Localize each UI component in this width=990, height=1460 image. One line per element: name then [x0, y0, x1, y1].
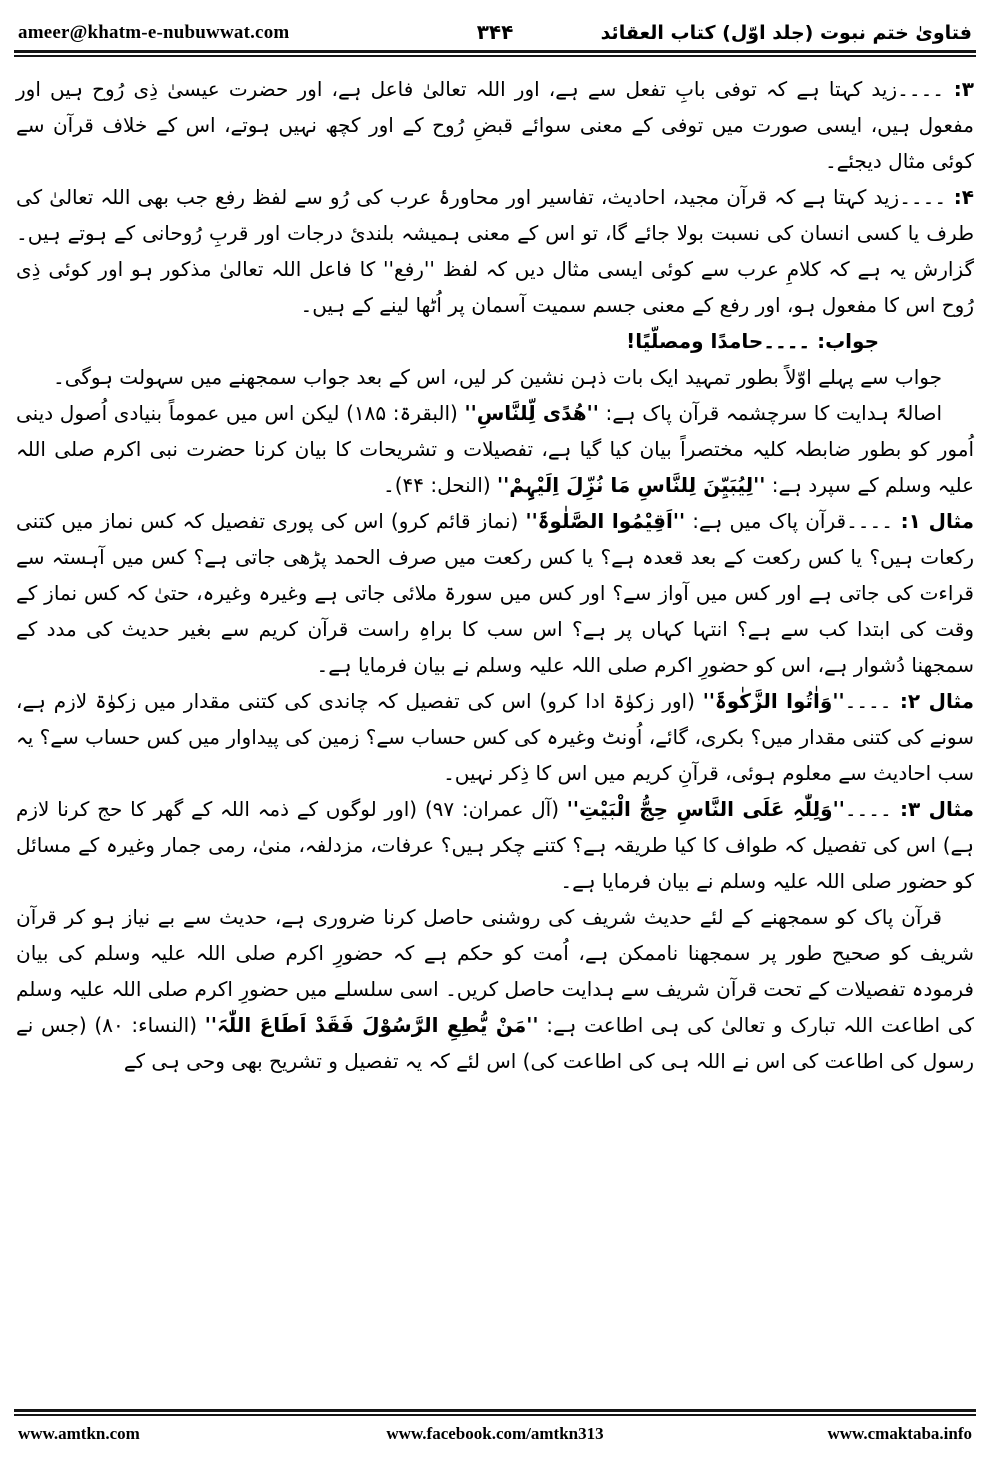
header-email: ameer@khatm-e-nubuwwat.com: [18, 22, 290, 43]
text-run: مثال ۲:: [891, 689, 974, 713]
example-3-paragraph: [16, 791, 974, 899]
text-run: ۳:: [944, 77, 974, 101]
footer-divider: [14, 1409, 976, 1416]
text-run: ''اَقِیْمُوا الصَّلٰوۃَ'': [525, 509, 686, 533]
footer-left-url: www.amtkn.com: [18, 1424, 140, 1443]
text-run: مثال ۳:: [891, 797, 974, 821]
text-run: ۔۔۔۔قرآن پاک میں ہے:: [685, 509, 893, 533]
text-run: جواب سے پہلے اوّلاً بطور تمہید ایک بات ذہن نشین کر لیں، اس کے بعد جواب سمجھنے میں سہولت ہوگی۔: [52, 365, 942, 389]
text-run: (البقرۃ: ۱۸۵) لیکن اس میں عموماً بنیادی اُصول دینی اُمور کو بطور ضابطہ کلیہ مختصراً بیان کیا گیا ہے، تفصیلات و تشریحات کا بیان کرنا حضرت نبی اکرم صلی اللہ علیہ وسلم کے سپرد ہے:: [16, 401, 974, 497]
answer-preface-paragraph: [16, 359, 974, 395]
example-1-paragraph: [16, 503, 974, 683]
document-body: [14, 57, 976, 1409]
text-run: ''ھُدًی لِّلنَّاسِ'': [464, 401, 599, 425]
answer-heading: [16, 323, 974, 359]
text-run: (النحل: ۴۴)۔: [382, 473, 497, 497]
text-run: (النساء: ۸۰) (جس نے رسول کی اطاعت کی اس نے اللہ ہی کی اطاعت کی) اس لئے کہ یہ تفصیل و تشریح بھی وحی ہی کے: [16, 1013, 974, 1073]
text-run: قرآن پاک کو سمجھنے کے لئے حدیث شریف کی روشنی حاصل کرنا ضروری ہے، حدیث سے بے نیاز ہو کر قرآن شریف کو صحیح طور پر سمجھنا ناممکن ہے، اُمت کو حکم ہے کہ حضورِ اکرم صلی اللہ علیہ وسلم کی بیان فرمودہ تفصیلات کے تحت قرآن شریف سے ہدایت حاصل کریں۔ اسی سلسلے میں حضورِ اکرم صلی اللہ علیہ وسلم کی اطاعت اللہ تبارک و تعالیٰ کی ہی اطاعت ہے:: [16, 905, 975, 1037]
text-run: ''وَاٰتُوا الزَّکٰوۃَ'': [702, 689, 845, 713]
text-run: ۔۔۔۔زید کہتا ہے کہ توفی بابِ تفعل سے ہے، اور اللہ تعالیٰ فاعل ہے، اور حضرت عیسیٰ ذِی رُوح ہیں اور مفعول ہیں، ایسی صورت میں توفی کے معنی سوائے قبضِ رُوح کے اور کچھ نہیں ہوتے، اس کے خلاف قرآن سے کوئی مثال دیجئے۔: [16, 77, 974, 173]
text-run: ۴:: [946, 185, 974, 209]
question-4-paragraph: [16, 179, 974, 323]
page-number: ۳۴۴: [476, 20, 514, 44]
text-run: ۔۔۔۔: [844, 689, 892, 713]
text-run: اصالۃً ہدایت کا سرچشمہ قرآن پاک ہے:: [598, 401, 942, 425]
page-footer: [14, 1416, 976, 1460]
page-header: [14, 0, 976, 50]
footer-center-url: www.facebook.com/amtkn313: [386, 1424, 604, 1443]
text-run: جواب: ۔۔۔۔حامدًا ومصلّیًا!: [626, 329, 879, 353]
text-run: (آل عمران: ۹۷) (اور لوگوں کے ذمہ اللہ کے گھر کا حج کرنا لازم ہے) اس کی تفصیل کہ طواف کا کیا طریقہ ہے؟ کتنے چکر ہیں؟ عرفات، مزدلفہ، منیٰ، رمی جمار وغیرہ کے مسائل کو حضور صلی اللہ علیہ وسلم نے بیان فرمایا ہے۔: [16, 797, 974, 893]
footer-right-url: www.cmaktaba.info: [827, 1424, 972, 1443]
text-run: (نماز قائم کرو) اس کی پوری تفصیل کہ کس نماز میں کتنی رکعات ہیں؟ یا کس رکعت کے بعد قعدہ ہے؟ یا کس رکعت میں صرف الحمد پڑھی جاتی ہے؟ کس میں آہستہ سے قراءت کی جاتی ہے اور کس میں آواز سے؟ اور کس میں سورۃ ملائی جاتی ہے وغیرہ وغیرہ، حتیٰ کہ کس نماز کے وقت کی ابتدا کب سے ہے؟ انتہا کہاں پر ہے؟ اس سب کا براہِ راست قرآن کریم سے بغیر حدیث کی مدد کے سمجھنا دُشوار ہے، اس کو حضورِ اکرم صلی اللہ علیہ وسلم نے بیان فرمایا ہے۔: [16, 509, 974, 677]
text-run: ''مَنْ یُّطِعِ الرَّسُوْلَ فَقَدْ اَطَاعَ اللّٰہَ'': [204, 1013, 539, 1037]
question-3-paragraph: [16, 71, 974, 179]
header-divider: [14, 50, 976, 57]
text-run: (اور زکوٰۃ ادا کرو) اس کی تفصیل کہ چاندی کی کتنی مقدار میں زکوٰۃ لازم ہے، سونے کی کتنی مقدار میں؟ بکری، گائے، اُونٹ وغیرہ کی کس حساب سے؟ زمین کی پیداوار میں کس حساب سے؟ یہ سب احادیث سے معلوم ہوئی، قرآنِ کریم میں اس کا ذِکر نہیں۔: [16, 689, 974, 785]
text-run: ''وَلِلّٰہِ عَلَی النَّاسِ حِجُّ الْبَیْتِ'': [566, 797, 845, 821]
text-run: ۔۔۔۔زید کہتا ہے کہ قرآن مجید، احادیث، تفاسیر اور محاورۂ عرب کی رُو سے لفظ رفع جب بھی اللہ تعالیٰ کی طرف یا کسی انسان کی نسبت بولا جائے گا، تو اس کے معنی ہمیشہ بلندیٔ درجات اور قربِ رُوحانی کے ہوتے ہیں۔ گزارش یہ ہے کہ کلامِ عرب سے کوئی ایسی مثال دیں کہ لفظ ''رفع'' کا فاعل اللہ تعالیٰ مذکور ہو اور کوئی ذِی رُوح اس کا مفعول ہو، اور رفع کے معنی جسم سمیت آسمان پر اُٹھا لینے کے ہیں۔: [16, 185, 974, 317]
example-2-paragraph: [16, 683, 974, 791]
conclusion-paragraph: [16, 899, 974, 1079]
quran-guidance-paragraph: [16, 395, 974, 503]
text-run: مثال ۱:: [892, 509, 975, 533]
book-title: فتاویٰ ختم نبوت (جلد اوّل) کتاب العقائد: [600, 22, 972, 44]
text-run: ۔۔۔۔: [844, 797, 892, 821]
text-run: ''لِیُبَیِّنَ لِلنَّاسِ مَا نُزِّلَ اِلَیْہِمْ'': [496, 473, 766, 497]
